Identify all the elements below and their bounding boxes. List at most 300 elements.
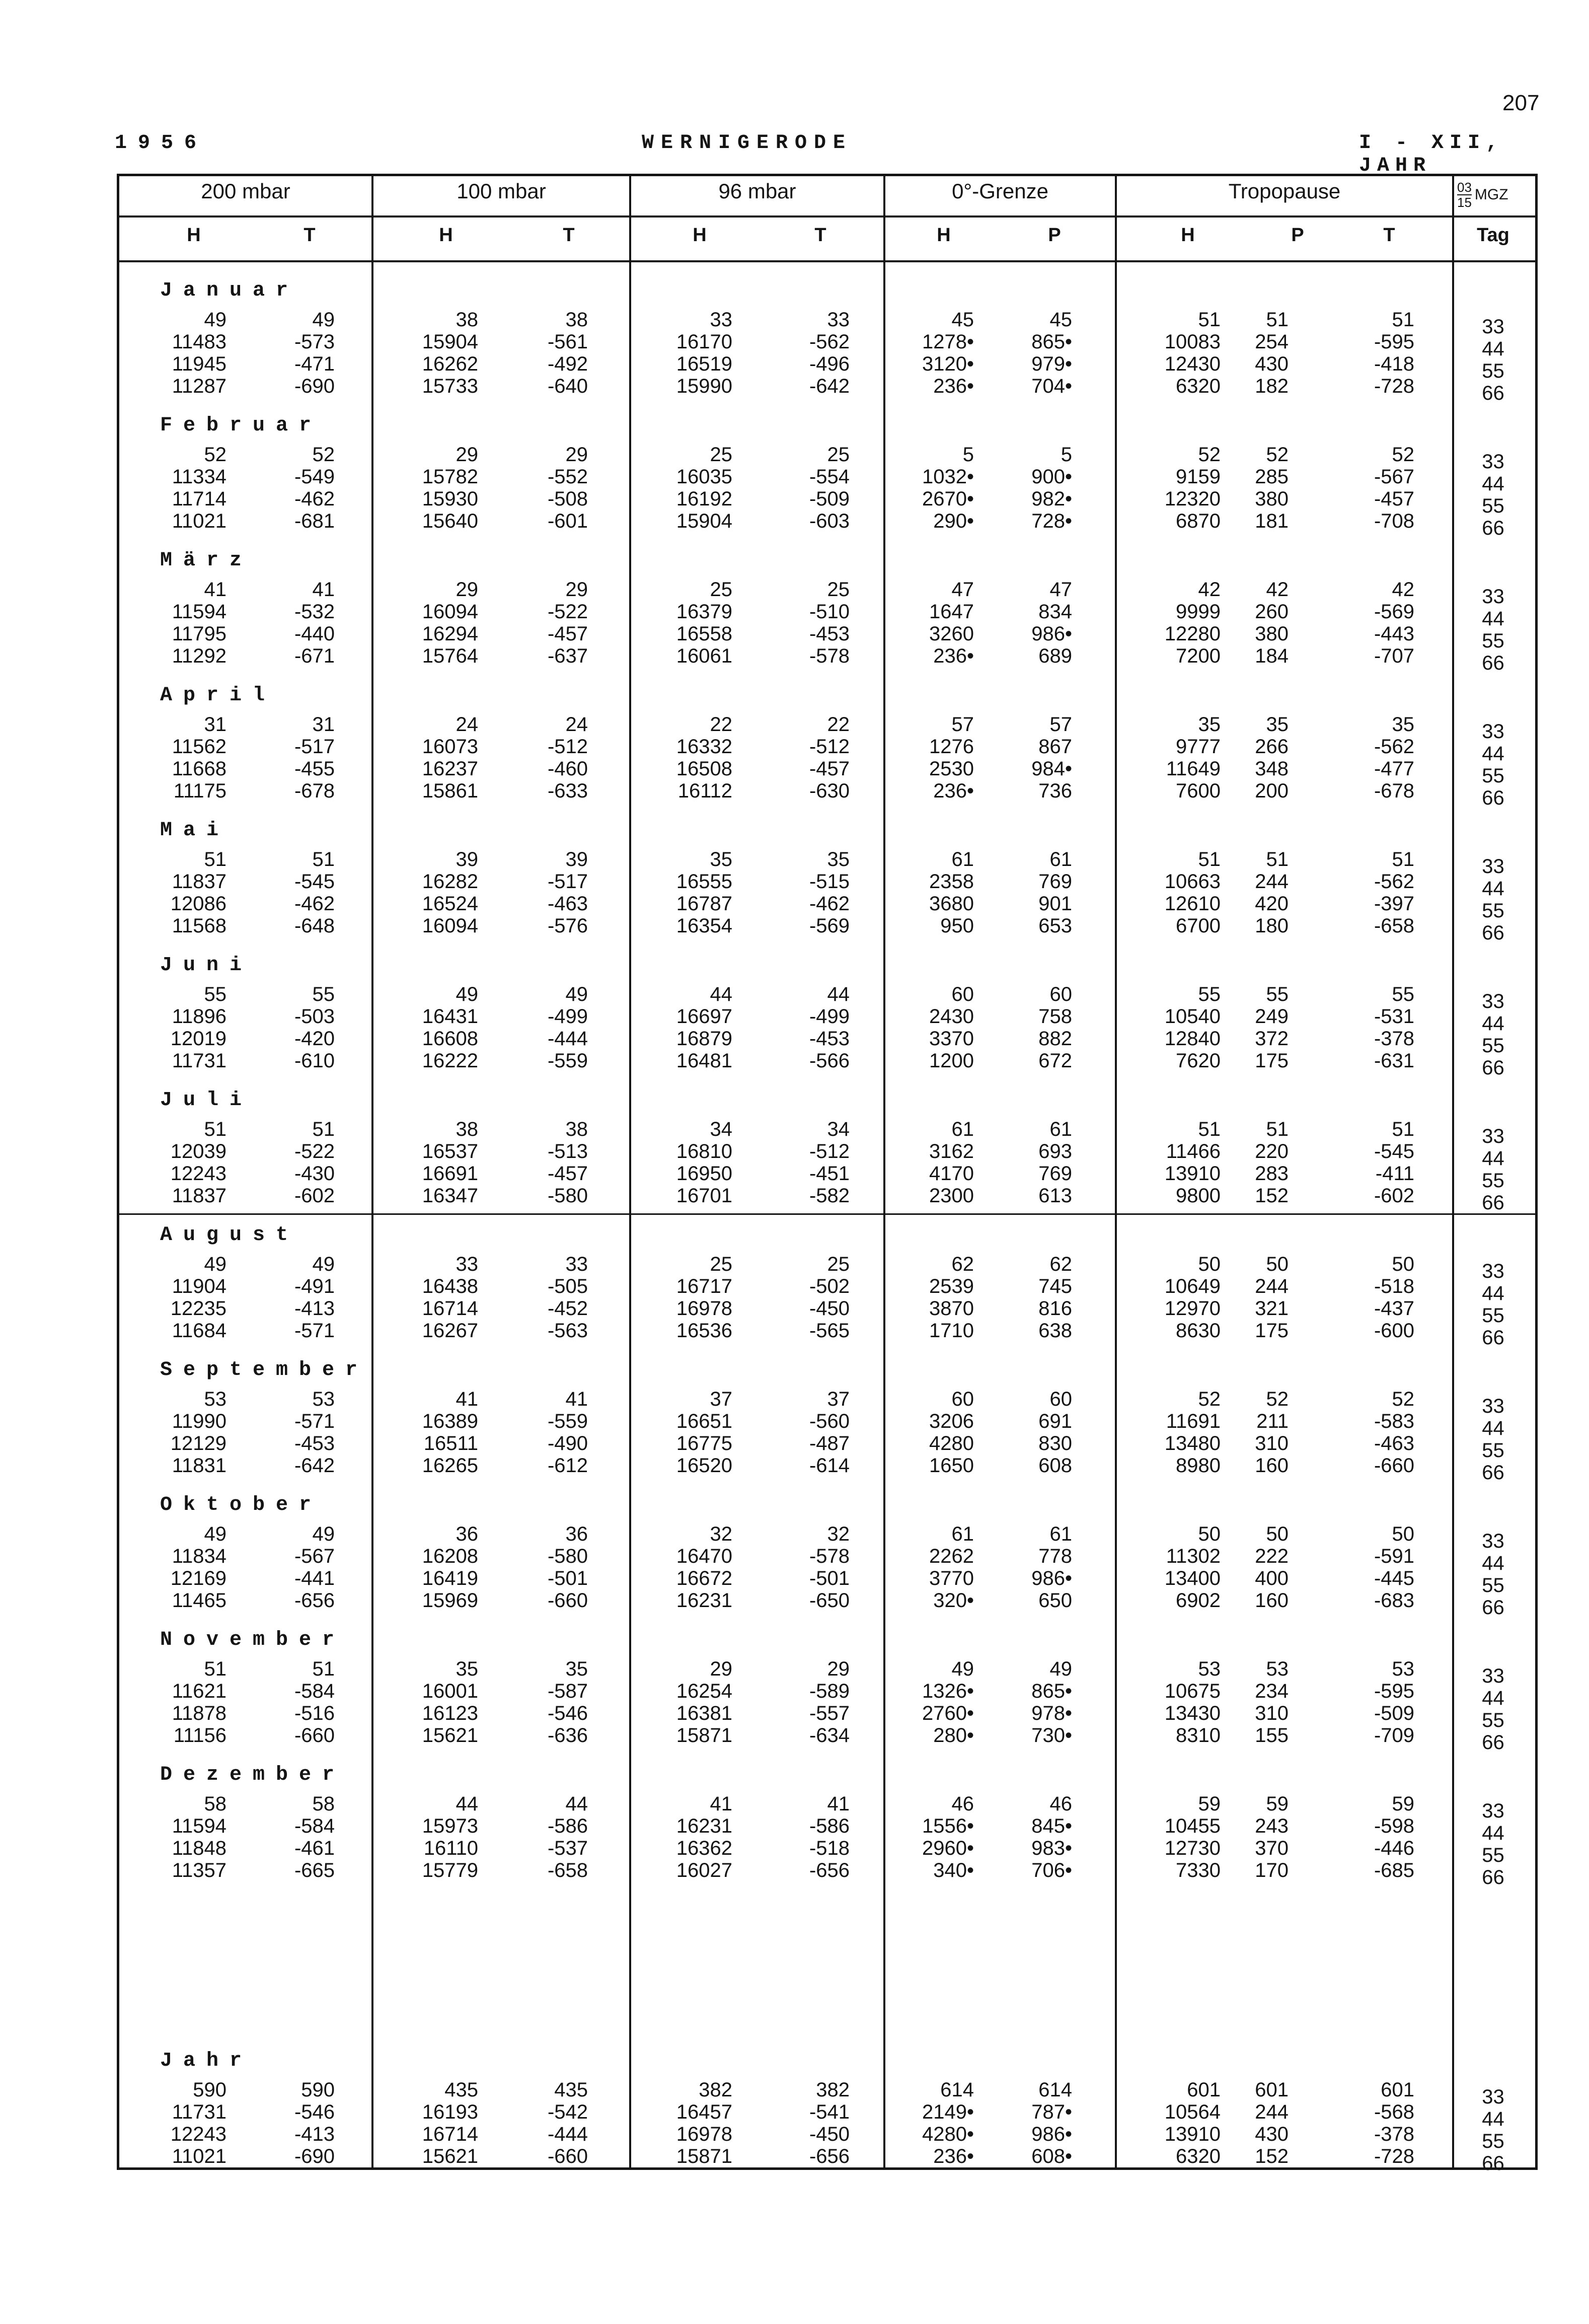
table-cell: 12320 <box>1164 488 1221 510</box>
group-title-tropopause: Tropopause <box>1228 179 1341 203</box>
table-cell: 25 <box>710 444 732 466</box>
table-cell: -571 <box>294 1320 335 1342</box>
table-cell: 16192 <box>676 488 732 510</box>
table-cell: 59 <box>1266 1793 1289 1815</box>
table-cell: 160 <box>1255 1589 1289 1612</box>
table-cell: 16035 <box>676 466 732 488</box>
table-cell: 16520 <box>676 1455 732 1477</box>
table-cell: 6902 <box>1176 1589 1221 1612</box>
table-cell: -560 <box>809 1410 850 1432</box>
table-cell: 16470 <box>676 1545 732 1567</box>
table-cell: 704• <box>1031 375 1072 397</box>
table-cell: -508 <box>547 488 588 510</box>
table-cell: 11466 <box>1166 1140 1221 1163</box>
table-row <box>0 578 1589 608</box>
table-cell: 47 <box>1049 578 1072 601</box>
table-cell: 3162 <box>929 1140 974 1163</box>
table-cell: -545 <box>1374 1140 1414 1163</box>
tag-cell: 55 <box>1482 1035 1504 1057</box>
table-row <box>0 736 1589 765</box>
table-cell: 16431 <box>422 1005 478 1028</box>
table-cell: 11731 <box>172 1050 226 1072</box>
table-cell: -583 <box>1374 1410 1414 1432</box>
table-cell: 175 <box>1255 1320 1289 1342</box>
table-cell: 59 <box>1198 1793 1221 1815</box>
table-cell: 11834 <box>172 1545 226 1567</box>
tag-cell: 55 <box>1482 1439 1504 1462</box>
table-cell: 51 <box>1392 309 1414 331</box>
table-cell: 45 <box>1049 309 1072 331</box>
table-cell: 9999 <box>1176 601 1221 623</box>
table-cell: -499 <box>809 1005 850 1028</box>
month-label-november: November <box>160 1629 346 1651</box>
table-cell: 2358 <box>929 870 974 893</box>
table-cell: -477 <box>1374 758 1414 780</box>
table-cell: 29 <box>565 578 588 601</box>
table-cell: 10455 <box>1164 1815 1221 1837</box>
tag-cell: 66 <box>1482 2152 1504 2174</box>
table-cell: 984• <box>1031 758 1072 780</box>
table-cell: 44 <box>456 1793 478 1815</box>
table-cell: 51 <box>204 1118 226 1140</box>
table-cell: 181 <box>1255 510 1289 532</box>
table-cell: 15779 <box>422 1859 478 1881</box>
table-cell: 41 <box>827 1793 850 1815</box>
table-cell: -658 <box>1374 915 1414 937</box>
table-row <box>0 1028 1589 1057</box>
table-cell: 16651 <box>676 1410 732 1432</box>
table-cell: 745 <box>1038 1275 1072 1297</box>
table-cell: 769 <box>1038 1163 1072 1185</box>
table-cell: 15621 <box>422 2145 478 2167</box>
table-cell: -501 <box>809 1567 850 1589</box>
table-cell: 982• <box>1031 488 1072 510</box>
table-cell: 52 <box>1198 1388 1221 1410</box>
table-cell: 39 <box>565 848 588 870</box>
table-cell: 6320 <box>1176 375 1221 397</box>
table-cell: 382 <box>816 2079 850 2101</box>
table-cell: 4170 <box>929 1163 974 1185</box>
table-cell: 16231 <box>676 1815 732 1837</box>
table-row <box>0 713 1589 743</box>
table-cell: 49 <box>565 983 588 1005</box>
tag-cell: 44 <box>1482 473 1504 495</box>
table-cell: 50 <box>1266 1253 1289 1275</box>
table-cell: 16810 <box>676 1140 732 1163</box>
table-cell: 834 <box>1038 601 1072 623</box>
table-cell: 49 <box>951 1658 974 1680</box>
table-row <box>0 1702 1589 1731</box>
table-cell: 3870 <box>929 1297 974 1320</box>
table-cell: -413 <box>294 1297 335 1320</box>
table-cell: -453 <box>294 1432 335 1455</box>
table-cell: 222 <box>1255 1545 1289 1567</box>
table-row <box>0 466 1589 495</box>
table-cell: 34 <box>710 1118 732 1140</box>
table-cell: -503 <box>294 1005 335 1028</box>
table-cell: 24 <box>456 713 478 736</box>
table-cell: 50 <box>1198 1253 1221 1275</box>
table-cell: 13480 <box>1164 1432 1221 1455</box>
table-cell: -660 <box>1374 1455 1414 1477</box>
table-row <box>0 1185 1589 1214</box>
table-cell: -578 <box>809 1545 850 1567</box>
group-title-96mbar: 96 mbar <box>718 179 796 203</box>
table-cell: 35 <box>456 1658 478 1680</box>
table-cell: -665 <box>294 1859 335 1881</box>
table-cell: 16332 <box>676 736 732 758</box>
table-cell: 29 <box>827 1658 850 1680</box>
table-cell: 170 <box>1255 1859 1289 1881</box>
table-cell: 11156 <box>173 1724 226 1747</box>
table-cell: -502 <box>809 1275 850 1297</box>
table-cell: 61 <box>951 1118 974 1140</box>
table-cell: 15930 <box>422 488 478 510</box>
table-cell: -660 <box>547 2145 588 2167</box>
table-cell: 220 <box>1255 1140 1289 1163</box>
table-cell: 11990 <box>172 1410 226 1432</box>
table-cell: -580 <box>547 1185 588 1207</box>
table-cell: -681 <box>294 510 335 532</box>
tag-cell: 55 <box>1482 1304 1504 1327</box>
table-cell: 769 <box>1038 870 1072 893</box>
table-cell: -552 <box>547 466 588 488</box>
table-cell: 234 <box>1255 1680 1289 1702</box>
tag-cell: 44 <box>1482 608 1504 630</box>
table-cell: 13910 <box>1164 1163 1221 1185</box>
table-cell: 47 <box>951 578 974 601</box>
table-cell: -441 <box>294 1567 335 1589</box>
table-cell: 16389 <box>422 1410 478 1432</box>
month-label-oktober: Oktober <box>160 1494 323 1516</box>
table-cell: 11684 <box>172 1320 226 1342</box>
table-cell: -440 <box>294 623 335 645</box>
table-cell: -600 <box>1374 1320 1414 1342</box>
table-cell: 50 <box>1392 1523 1414 1545</box>
table-cell: 11837 <box>172 1185 226 1207</box>
table-cell: 11848 <box>172 1837 226 1859</box>
table-cell: 32 <box>710 1523 732 1545</box>
col-header: H <box>693 225 707 246</box>
table-cell: 16362 <box>676 1837 732 1859</box>
table-cell: 986• <box>1031 1567 1072 1589</box>
table-cell: 11731 <box>172 2101 226 2123</box>
table-row <box>0 2145 1589 2174</box>
table-row <box>0 1567 1589 1596</box>
table-cell: 430 <box>1255 353 1289 375</box>
table-row <box>0 1523 1589 1552</box>
table-row <box>0 1118 1589 1147</box>
table-cell: 53 <box>1266 1658 1289 1680</box>
table-row <box>0 1680 1589 1709</box>
table-cell: 8310 <box>1176 1724 1221 1747</box>
table-cell: 16787 <box>676 893 732 915</box>
table-cell: -457 <box>809 758 850 780</box>
table-cell: 778 <box>1038 1545 1072 1567</box>
table-cell: -443 <box>1374 623 1414 645</box>
table-cell: -460 <box>547 758 588 780</box>
tag-cell: 44 <box>1482 743 1504 765</box>
table-row <box>0 1320 1589 1349</box>
table-cell: -728 <box>1374 2145 1414 2167</box>
table-cell: 52 <box>1266 1388 1289 1410</box>
table-cell: 693 <box>1038 1140 1072 1163</box>
table-cell: 38 <box>565 1118 588 1140</box>
tag-cell: 55 <box>1482 1574 1504 1596</box>
tag-cell: 33 <box>1482 586 1504 608</box>
table-row <box>0 2079 1589 2108</box>
table-cell: -444 <box>547 2123 588 2145</box>
table-cell: 15764 <box>422 645 478 667</box>
table-cell: 41 <box>312 578 335 601</box>
table-cell: 2670• <box>922 488 974 510</box>
month-label-mrz: März <box>160 549 253 572</box>
table-cell: 60 <box>951 983 974 1005</box>
table-cell: 15904 <box>676 510 732 532</box>
table-cell: 1710 <box>929 1320 974 1342</box>
table-row <box>0 915 1589 944</box>
table-cell: 200 <box>1255 780 1289 802</box>
table-cell: -501 <box>547 1567 588 1589</box>
table-cell: 31 <box>312 713 335 736</box>
table-cell: -457 <box>1374 488 1414 510</box>
table-cell: -587 <box>547 1680 588 1702</box>
table-cell: 1276 <box>929 736 974 758</box>
table-cell: -546 <box>547 1702 588 1724</box>
month-label-jahr: Jahr <box>160 2050 253 2072</box>
table-cell: -569 <box>1374 601 1414 623</box>
table-cell: 11896 <box>172 1005 226 1028</box>
table-cell: -546 <box>294 2101 335 2123</box>
group-title-200mbar: 200 mbar <box>201 179 290 203</box>
table-cell: -660 <box>294 1724 335 1747</box>
table-cell: 11562 <box>172 736 226 758</box>
mgz-denominator: 15 <box>1457 195 1472 210</box>
table-cell: 51 <box>312 1118 335 1140</box>
half-year-rule <box>117 1213 1535 1215</box>
tag-cell: 44 <box>1482 1282 1504 1304</box>
table-cell: 60 <box>951 1388 974 1410</box>
table-cell: 12235 <box>170 1297 226 1320</box>
table-cell: 31 <box>204 713 226 736</box>
table-cell: 1278• <box>922 331 974 353</box>
table-cell: -602 <box>1374 1185 1414 1207</box>
table-cell: 16457 <box>676 2101 732 2123</box>
table-cell: -709 <box>1374 1724 1414 1747</box>
table-cell: 61 <box>1049 1523 1072 1545</box>
table-cell: -580 <box>547 1545 588 1567</box>
table-cell: 16110 <box>423 1837 478 1859</box>
table-cell: 41 <box>565 1388 588 1410</box>
table-cell: 15871 <box>676 1724 732 1747</box>
table-cell: 25 <box>827 444 850 466</box>
table-cell: 3120• <box>922 353 974 375</box>
table-cell: -512 <box>547 736 588 758</box>
table-row <box>0 1005 1589 1035</box>
table-cell: 16701 <box>676 1185 732 1207</box>
table-row <box>0 1410 1589 1439</box>
tag-cell: 66 <box>1482 1057 1504 1079</box>
table-cell: -444 <box>547 1028 588 1050</box>
table-cell: 16354 <box>676 915 732 937</box>
col-header: T <box>1383 225 1395 246</box>
table-cell: 25 <box>710 578 732 601</box>
table-cell: 11302 <box>1166 1545 1221 1567</box>
table-row <box>0 510 1589 539</box>
table-cell: 11021 <box>172 510 226 532</box>
table-cell: 34 <box>827 1118 850 1140</box>
table-cell: 11357 <box>172 1859 226 1881</box>
table-cell: 650 <box>1038 1589 1072 1612</box>
table-cell: 2530 <box>929 758 974 780</box>
table-cell: -571 <box>294 1410 335 1432</box>
table-cell: -542 <box>547 2101 588 2123</box>
table-cell: 249 <box>1255 1005 1289 1028</box>
table-cell: -648 <box>294 915 335 937</box>
table-cell: 50 <box>1266 1523 1289 1545</box>
table-cell: 16537 <box>422 1140 478 1163</box>
table-cell: 15990 <box>676 375 732 397</box>
table-cell: 180 <box>1255 915 1289 937</box>
table-cell: 52 <box>1266 444 1289 466</box>
table-row <box>0 780 1589 809</box>
table-cell: 60 <box>1049 1388 1072 1410</box>
col-header: H <box>937 225 951 246</box>
tag-cell: 66 <box>1482 1596 1504 1619</box>
table-cell: 691 <box>1038 1410 1072 1432</box>
table-cell: 613 <box>1038 1185 1072 1207</box>
table-cell: 758 <box>1038 1005 1072 1028</box>
table-cell: -411 <box>1375 1163 1414 1185</box>
table-cell: -690 <box>294 2145 335 2167</box>
table-cell: 25 <box>827 578 850 601</box>
table-cell: 16950 <box>676 1163 732 1185</box>
table-cell: -487 <box>809 1432 850 1455</box>
table-row <box>0 848 1589 878</box>
table-cell: 16267 <box>422 1320 478 1342</box>
table-row <box>0 1724 1589 1754</box>
table-cell: 51 <box>1392 848 1414 870</box>
mgz-label: MGZ <box>1474 186 1508 203</box>
table-cell: -601 <box>547 510 588 532</box>
table-cell: 435 <box>554 2079 588 2101</box>
table-cell: 44 <box>710 983 732 1005</box>
table-cell: 51 <box>1266 1118 1289 1140</box>
tag-cell: 55 <box>1482 1170 1504 1192</box>
table-cell: -462 <box>294 488 335 510</box>
table-cell: -490 <box>547 1432 588 1455</box>
table-cell: 11334 <box>172 466 226 488</box>
table-cell: 11568 <box>172 915 226 937</box>
table-cell: 11831 <box>172 1455 226 1477</box>
table-cell: 16282 <box>422 870 478 893</box>
table-cell: 3680 <box>929 893 974 915</box>
table-cell: -518 <box>809 1837 850 1859</box>
table-cell: 11714 <box>172 488 226 510</box>
table-cell: 983• <box>1031 1837 1072 1859</box>
table-cell: -586 <box>809 1815 850 1837</box>
table-cell: 58 <box>312 1793 335 1815</box>
table-cell: -569 <box>809 915 850 937</box>
table-cell: -610 <box>294 1050 335 1072</box>
table-row <box>0 870 1589 900</box>
table-cell: -576 <box>547 915 588 937</box>
tag-cell: 44 <box>1482 1147 1504 1170</box>
table-cell: 24 <box>565 713 588 736</box>
table-cell: 653 <box>1038 915 1072 937</box>
tag-cell: 66 <box>1482 1462 1504 1484</box>
col-header-tag: Tag <box>1477 225 1509 246</box>
table-cell: 11287 <box>172 375 226 397</box>
table-cell: 49 <box>204 1253 226 1275</box>
table-cell: -656 <box>294 1589 335 1612</box>
table-row <box>0 2123 1589 2152</box>
table-cell: 1647 <box>929 601 974 623</box>
table-cell: -437 <box>1374 1297 1414 1320</box>
table-row <box>0 1050 1589 1079</box>
tag-cell: 55 <box>1482 630 1504 652</box>
table-cell: 2300 <box>929 1185 974 1207</box>
col-header: H <box>187 225 201 246</box>
tag-cell: 33 <box>1482 1125 1504 1147</box>
table-cell: 7200 <box>1176 645 1221 667</box>
table-cell: 55 <box>204 983 226 1005</box>
tag-cell: 33 <box>1482 1530 1504 1552</box>
table-cell: 979• <box>1031 353 1072 375</box>
table-cell: 38 <box>565 309 588 331</box>
table-cell: 42 <box>1392 578 1414 601</box>
table-cell: -522 <box>294 1140 335 1163</box>
table-cell: 10649 <box>1164 1275 1221 1297</box>
tag-cell: 55 <box>1482 1844 1504 1866</box>
table-cell: 58 <box>204 1793 226 1815</box>
table-cell: 41 <box>456 1388 478 1410</box>
table-cell: -690 <box>294 375 335 397</box>
table-row <box>0 1163 1589 1192</box>
table-cell: 728• <box>1031 510 1072 532</box>
table-cell: 15782 <box>422 466 478 488</box>
table-cell: 1650 <box>929 1455 974 1477</box>
table-cell: 845• <box>1031 1815 1072 1837</box>
table-cell: 11021 <box>172 2145 226 2167</box>
tag-cell: 66 <box>1482 382 1504 404</box>
table-row <box>0 1275 1589 1304</box>
table-cell: 12243 <box>170 2123 226 2145</box>
tag-cell: 66 <box>1482 922 1504 944</box>
table-cell: 4280• <box>922 2123 974 2145</box>
table-row <box>0 758 1589 787</box>
header-divider <box>117 215 1535 217</box>
table-cell: 38 <box>456 1118 478 1140</box>
table-cell: 1326• <box>922 1680 974 1702</box>
table-cell: 16262 <box>422 353 478 375</box>
table-cell: 16697 <box>676 1005 732 1028</box>
table-cell: 53 <box>1198 1658 1221 1680</box>
table-cell: -586 <box>547 1815 588 1837</box>
table-cell: 11292 <box>172 645 226 667</box>
table-cell: -602 <box>294 1185 335 1207</box>
table-cell: 51 <box>204 1658 226 1680</box>
tag-cell: 44 <box>1482 2108 1504 2130</box>
table-cell: 16438 <box>422 1275 478 1297</box>
tag-cell: 55 <box>1482 900 1504 922</box>
tag-cell: 33 <box>1482 451 1504 473</box>
table-cell: 1556• <box>922 1815 974 1837</box>
table-cell: 3206 <box>929 1410 974 1432</box>
table-cell: 12019 <box>170 1028 226 1050</box>
table-cell: 53 <box>1392 1658 1414 1680</box>
month-label-januar: Januar <box>160 279 299 302</box>
